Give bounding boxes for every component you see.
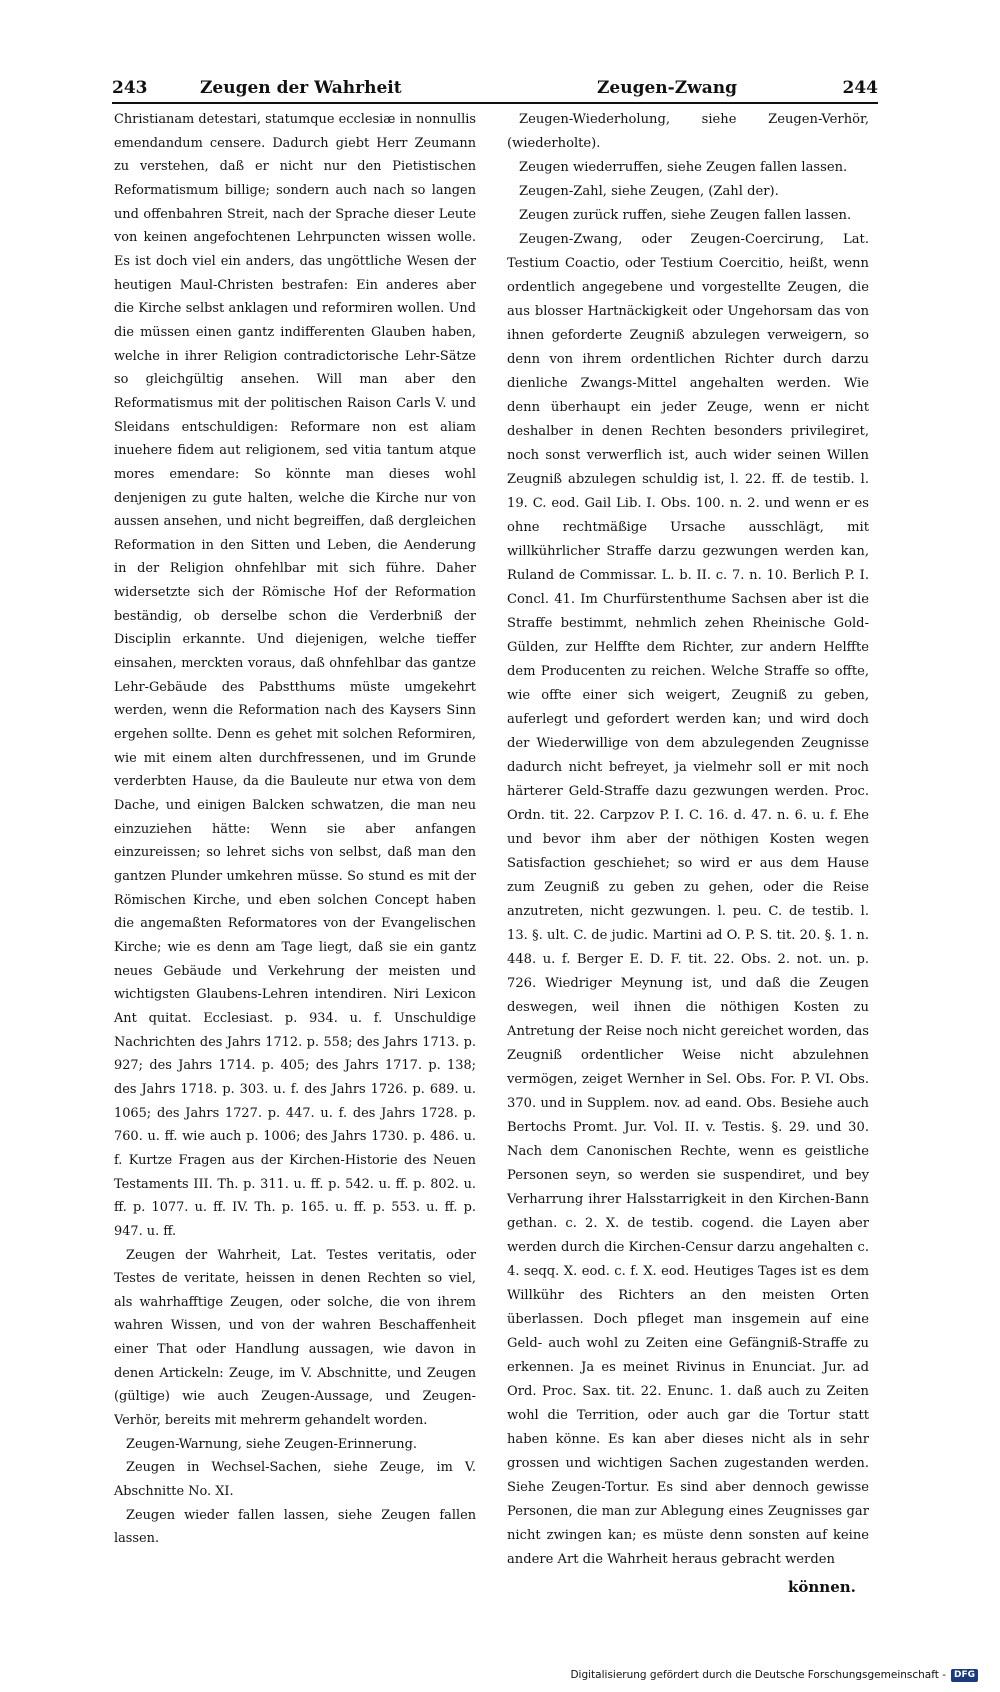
right-paragraph: Zeugen-Zwang, oder Zeugen-Coercirung, Lat. Testium Coactio, oder Testium Coercitio, heißt, wenn ordentlich angegebene und vorgestellte Zeugen, die aus blosser Hartnäckigkeit oder Ungehorsam das von ihnen geforderte Zeugniß abzulegen verweigern, so denn von ihrem ordentlichen Richter durch darzu dienliche Zwangs-Mittel angehalten werden. Wie denn überhaupt ein jeder Zeuge, wenn er nicht deshalber in denen Rechten besonders privilegiret, noch sonst verwerflich ist, auch wider seinen Willen Zeugniß abzulegen schuldig ist, l. 22. ff. de testib. l. 19. C. eod. Gail Lib. I. Obs. 100. n. 2. und wenn er es ohne rechtmäßige Ursache ausschlägt, mit willkührlicher Straffe darzu gezwungen werden kan, Ruland de Commissar. L. b. II. c. 7. n. 10. Berlich P. I. Concl. 41. Im Churfürstenthume Sachsen aber ist die Straffe bestimmt, nehmlich zehen Rheinische Gold-Gülden, zur Helffte dem Richter, zur andern Helffte dem Producenten zu reichen. Welche Straffe so offte, wie offte einer sich weigert, Zeugniß zu geben, auferlegt und gefordert werden kan; und wird doch der Wiederwillige von dem abzulegenden Zeugnisse dadurch nicht befreyet, ja vielmehr soll er mit noch härterer Geld-Straffe dazu gezwungen werden. Proc. Ordn. tit. 22. Carpzov P. I. C. 16. d. 47. n. 6. u. f. Ehe und bevor ihm aber der nöthigen Kosten wegen Satisfaction geschiehet; so wird er aus dem Hause zum Zeugniß zu geben zu gehen, oder die Reise anzutreten, nicht gezwungen. l. peu. C. de testib. l. 13. §. ult. C. de judic. Martini ad O. P. S. tit. 20. §. 1. n. 448. u. f. Berger E. D. F. tit. 22. Obs. 2. not. un. p. 726. Wiedriger Meynung ist, und daß die Zeugen deswegen, weil ihnen die nöthigen Kosten zu Antretung der Reise noch nicht gereichet worden, das Zeugniß ordentlicher Weise nicht abzulehnen vermögen, zeiget Wernher in Sel. Obs. For. P. VI. Obs. 370. und in Supplem. nov. ad eand. Obs. Besiehe auch Bertochs Promt. Jur. Vol. II. v. Testis. §. 29. und 30. Nach dem Canonischen Rechte, wenn es geistliche Personen seyn, so werden sie suspendiret, und bey Verharrung ihrer Halsstarrigkeit in den Kirchen-Bann gethan. c. 2. X. de testib. cogend. die Layen aber werden durch die Kirchen-Censur darzu angehalten c. 4. seqq. X. eod. c. f. X. eod. Heutiges Tages ist es dem Willkühr des Richters an den meisten Orten überlassen. Doch pfleget man insgemein auf eine Geld- auch wohl zu Zeiten eine Gefängniß-Straffe zu erkennen. Ja es meinet Rivinus in Enunciat. Jur. ad Ord. Proc. Sax. tit. 22. Enunc. 1. daß auch zu Zeiten wohl die Territion, oder auch gar die Tortur statt haben könne. Es kan aber dieses nicht als in sehr grossen und wichtigen Sachen zugestanden werden. Siehe Zeugen-Tortur. Es sind aber dennoch gewisse Personen, die man zur Ablegung eines Zeugnisses gar nicht zwingen kan; es müste denn sonsten auf keine andere Art die Wahrheit heraus gebracht werden: [507, 232, 869, 1567]
right-paragraph: Zeugen-Wiederholung, siehe Zeugen-Verhör, (wiederholte).: [507, 112, 869, 151]
left-running-title: Zeugen der Wahrheit: [200, 78, 402, 98]
left-paragraph: Zeugen in Wechsel-Sachen, siehe Zeuge, im V. Abschnitte No. XI.: [114, 1460, 476, 1500]
right-page-number: 244: [842, 78, 878, 98]
right-running-title: Zeugen-Zwang: [597, 78, 738, 98]
right-column: [507, 108, 869, 1572]
right-paragraph: Zeugen zurück ruffen, siehe Zeugen fallen lassen.: [519, 208, 852, 223]
left-paragraph: Zeugen der Wahrheit, Lat. Testes veritatis, oder Testes de veritate, heissen in denen Rechten so viel, als wahrhafftige Zeugen, oder solche, die von ihrem wahren Wissen, und von der wahren Beschaffenheit einer That oder Handlung aussagen, wie davon in denen Artickeln: Zeuge, im V. Abschnitte, und Zeugen (gültige) wie auch Zeugen-Aussage, und Zeugen-Verhör, bereits mit mehrerm gehandelt worden.: [114, 1247, 476, 1429]
catchword: können.: [788, 1578, 856, 1596]
left-column: [114, 108, 476, 1551]
digitization-footer: [560, 1666, 978, 1684]
right-paragraph: Zeugen-Zahl, siehe Zeugen, (Zahl der).: [519, 184, 779, 199]
running-header: [112, 78, 878, 104]
left-paragraph: Zeugen-Warnung, siehe Zeugen-Erinnerung.: [126, 1436, 417, 1452]
left-page-number: 243: [112, 78, 148, 98]
left-paragraph: Zeugen wieder fallen lassen, siehe Zeugen fallen lassen.: [114, 1507, 476, 1547]
dfg-logo: DFG: [951, 1669, 978, 1682]
left-paragraph: Christianam detestari, statumque ecclesiæ in nonnullis emendandum censere. Dadurch giebt Herr Zeumann zu verstehen, daß er nicht nur den Pietistischen Reformatismum billige; sondern auch nach so langen und offenbahren Streit, nach der Sprache dieser Leute von keinen angefochtenen Lehrpuncten wissen wolle. Es ist doch viel ein anders, das ungöttliche Wesen der heutigen Maul-Christen bestrafen: Ein anderes aber die Kirche selbst anklagen und reformiren wollen. Und die müssen einen gantz indifferenten Glauben haben, welche in ihrer Religion contradictorische Lehr-Sätze so gleichgültig ansehen. Will man aber den Reformatismus mit der politischen Raison Carls V. und Sleidans entschuldigen: Reformare non est aliam inuehere fidem aut religionem, sed vitia tantum atque mores emendare: So könnte man dieses wohl denjenigen zu gute halten, welche die Kirche nur von aussen ansehen, und nicht begreiffen, daß dergleichen Reformation in den Sitten und Leben, die Aenderung in der Religion ohnfehlbar mit sich führe. Daher widersetzte sich der Römische Hof der Reformation beständig, ob derselbe schon die Verderbniß der Disciplin erkannte. Und diejenigen, welche tieffer einsahen, merckten voraus, daß ohnfehlbar das gantze Lehr-Gebäude des Pabstthums müste umgekehrt werden, wenn die Reformation nach des Kaysers Sinn ergehen sollte. Denn es gehet mit solchen Reformiren, wie mit einem alten durchfressenen, und im Grunde verderbten Hause, da die Bauleute nur etwa von dem Dache, und einigen Balcken schwatzen, die man neu einzuziehen hätte: Wenn sie aber anfangen einzureissen; so lehret sichs von selbst, daß man den gantzen Plunder umkehren müsse. So stund es mit der Römischen Kirche, und eben solchen Concept haben die angemaßten Reformatores von der Evangelischen Kirche; wie es denn am Tage liegt, daß sie ein gantz neues Gebäude und Verkehrung der meisten und wichtigsten Glaubens-Lehren intendiren. Niri Lexicon Ant quitat. Ecclesiast. p. 934. u. f. Unschuldige Nachrichten des Jahrs 1712. p. 558; des Jahrs 1713. p. 927; des Jahrs 1714. p. 405; des Jahrs 1717. p. 138; des Jahrs 1718. p. 303. u. f. des Jahrs 1726. p. 689. u. 1065; des Jahrs 1727. p. 447. u. f. des Jahrs 1728. p. 760. u. ff. wie auch p. 1006; des Jahrs 1730. p. 486. u. f. Kurtze Fragen aus der Kirchen-Historie des Neuen Testaments III. Th. p. 311. u. ff. p. 542. u. ff. p. 802. u. ff. p. 1077. u. ff. IV. Th. p. 165. u. ff. p. 553. u. ff. p. 947. u. ff.: [114, 112, 476, 1239]
right-paragraph: Zeugen wiederruffen, siehe Zeugen fallen lassen.: [519, 160, 848, 175]
footer-credit: Digitalisierung gefördert durch die Deutsche Forschungsgemeinschaft -: [570, 1669, 946, 1681]
header-rule: [112, 102, 878, 104]
